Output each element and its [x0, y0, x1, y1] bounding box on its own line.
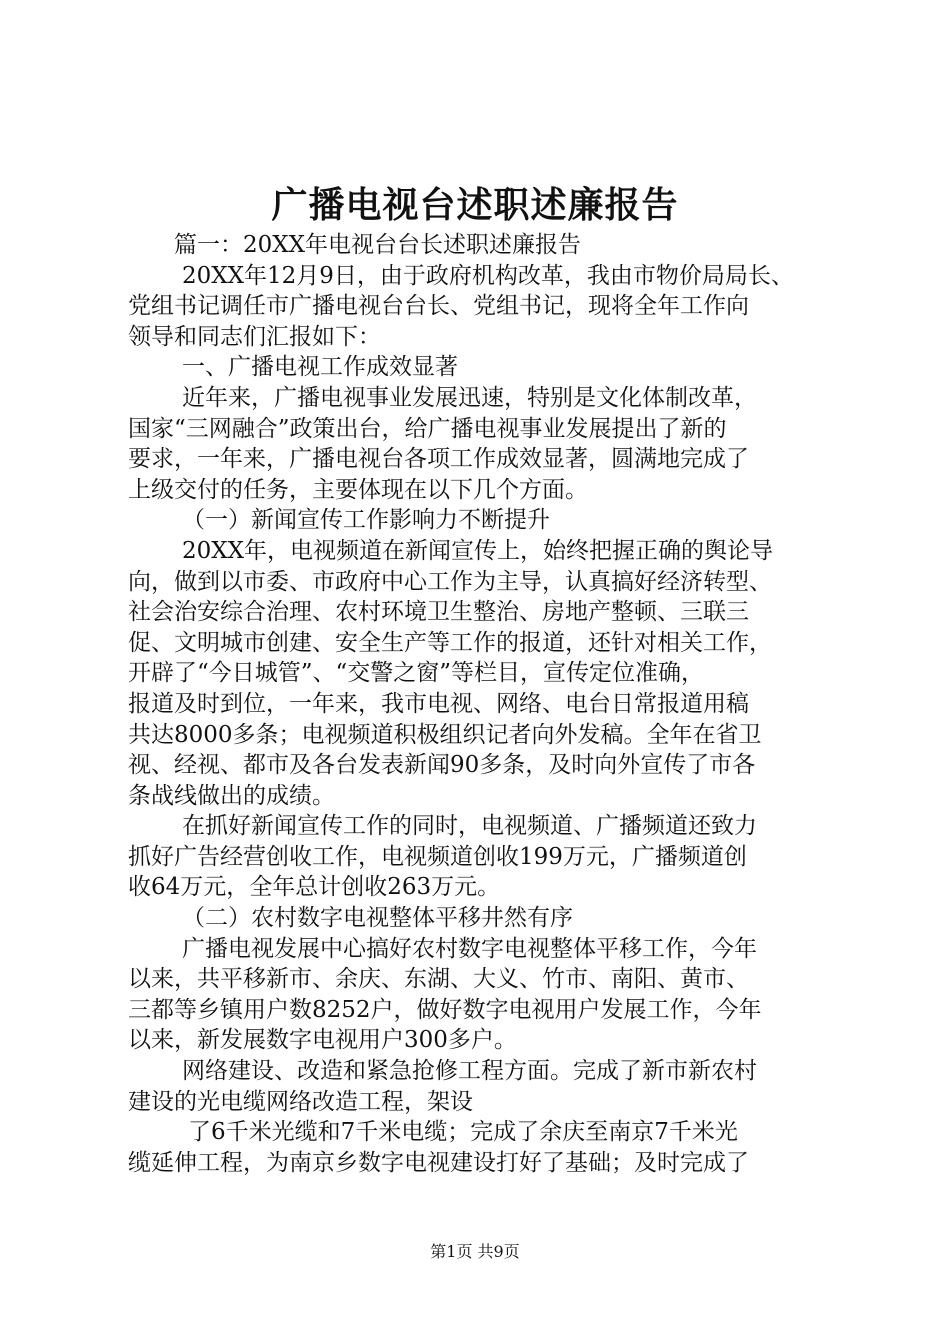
paragraph-line: 视、经视、都市及各台发表新闻90多条，及时向外宣传了市各: [128, 752, 756, 779]
paragraph-line: 上级交付的任务，主要体现在以下几个方面。: [128, 476, 588, 503]
paragraph-line: 报道及时到位，一年来，我市电视、网络、电台日常报道用稿: [128, 690, 749, 717]
paragraph-line: 网络建设、改造和紧急抢修工程方面。完成了新市新农村: [182, 1058, 757, 1085]
paragraph-line: 以来，共平移新市、余庆、东湖、大义、竹市、南阳、黄市、: [128, 966, 749, 993]
paragraph-line: 共达8000多条；电视频道积极组织记者向外发稿。全年在省卫: [128, 721, 762, 748]
paragraph-line: 建设的光电缆网络改造工程，架设: [128, 1088, 473, 1115]
paragraph-line: 促、文明城市创建、安全生产等工作的报道，还针对相关工作，: [128, 629, 772, 656]
subsection-heading: （二）农村数字电视整体平移井然有序: [182, 905, 573, 932]
paragraph-line: 近年来，广播电视事业发展迅速，特别是文化体制改革，: [182, 384, 757, 411]
paragraph-line: 领导和同志们汇报如下：: [128, 323, 381, 350]
paragraph-line: 缆延伸工程，为南京乡数字电视建设打好了基础；及时完成了: [128, 1149, 749, 1176]
paragraph-line: 条战线做出的成绩。: [128, 782, 335, 809]
paragraph-line: 收64万元，全年总计创收263万元。: [128, 874, 501, 901]
document-body: [128, 230, 840, 1178]
paragraph-line: 在抓好新闻宣传工作的同时，电视频道、广播频道还致力: [182, 813, 757, 840]
paragraph-line: 抓好广告经营创收工作，电视频道创收199万元，广播频道创: [128, 843, 747, 870]
paragraph-line: 20XX年，电视频道在新闻宣传上，始终把握正确的舆论导: [182, 537, 774, 564]
paragraph-line: 以来，新发展数字电视用户300多户。: [128, 1027, 517, 1054]
paragraph-line: 党组书记调任市广播电视台台长、党组书记，现将全年工作向: [128, 293, 749, 320]
paragraph-line: 向，做到以市委、市政府中心工作为主导，认真搞好经济转型、: [128, 568, 772, 595]
paragraph-line: 社会治安综合治理、农村环境卫生整治、房地产整顿、三联三: [128, 599, 749, 626]
subtitle-line: 篇一：20XX年电视台台长述职述廉报告: [174, 232, 582, 258]
paragraph-line: 20XX年12月9日，由于政府机构改革，我由市物价局局长、: [182, 262, 794, 289]
paragraph-line: 了6千米光缆和7千米电缆；完成了余庆至南京7千米光: [188, 1119, 738, 1146]
page-footer: 第1页 共9页: [430, 1242, 520, 1261]
paragraph-line: 广播电视发展中心搞好农村数字电视整体平移工作，今年: [182, 935, 757, 962]
paragraph-line: 国家“三网融合”政策出台，给广播电视事业发展提出了新的: [128, 415, 727, 442]
document-title: 广播电视台述职述廉报告: [271, 184, 679, 226]
section-heading: 一、广播电视工作成效显著: [182, 354, 458, 381]
paragraph-line: 三都等乡镇用户数8252户，做好数字电视用户发展工作，今年: [128, 996, 762, 1023]
paragraph-line: 开辟了“今日城管”、“交警之窗”等栏目，宣传定位准确，: [128, 660, 705, 687]
paragraph-line: 要求，一年来，广播电视台各项工作成效显著，圆满地完成了: [128, 446, 749, 473]
subsection-heading: （一）新闻宣传工作影响力不断提升: [182, 507, 550, 534]
